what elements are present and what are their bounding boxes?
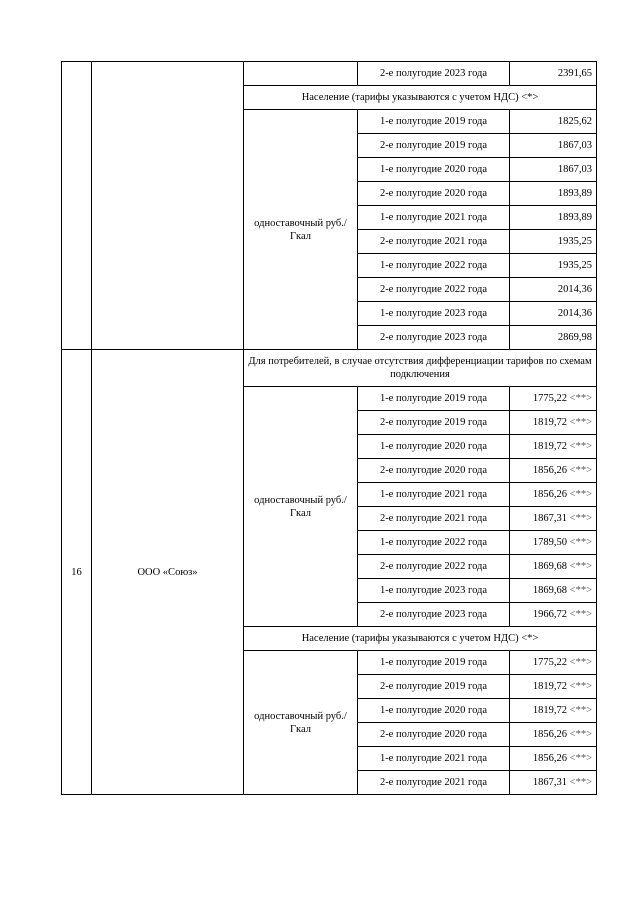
period-cell: 2-е полугодие 2022 года [358,555,510,579]
period-cell: 2-е полугодие 2019 года [358,134,510,158]
footnote-mark: <**> [569,537,592,548]
tariff-type-cell: одноставочный руб./Гкал [244,110,358,350]
table-row [62,350,597,387]
tariff-value: 1856,26 [532,729,568,740]
footnote-mark: <**> [569,417,592,428]
tariff-value-cell [510,531,597,555]
tariff-value: 1775,22 [532,393,568,404]
tariff-type-cell: одноставочный руб./Гкал [244,651,358,795]
tariff-value: 1819,72 [532,681,568,692]
population-header: Население (тарифы указываются с учетом НДС) <*> [244,86,597,110]
organization-cell: ООО «Союз» [92,350,244,795]
population-header: Население (тарифы указываются с учетом НДС) <*> [244,627,597,651]
tariff-value-cell: 1867,03 [510,158,597,182]
tariff-value-cell [510,651,597,675]
footnote-mark: <**> [569,705,592,716]
period-cell: 2-е полугодие 2020 года [358,459,510,483]
period-cell: 1-е полугодие 2022 года [358,254,510,278]
tariff-value: 1789,50 [532,537,568,548]
tariff-value-cell [510,483,597,507]
row-number-cell [62,62,92,350]
period-cell: 2-е полугодие 2022 года [358,278,510,302]
tariff-value: 1966,72 [532,609,568,620]
period-cell: 1-е полугодие 2021 года [358,747,510,771]
tariff-value: 1869,68 [532,561,568,572]
tariff-value-cell: 1893,89 [510,206,597,230]
footnote-mark: <**> [569,729,592,740]
period-cell: 1-е полугодие 2021 года [358,483,510,507]
footnote-mark: <**> [569,585,592,596]
tariff-value: 1867,31 [532,513,568,524]
tariff-value: 1856,26 [532,489,568,500]
tariff-value-cell: 1893,89 [510,182,597,206]
footnote-mark: <**> [569,465,592,476]
tariff-value-cell [510,555,597,579]
tariff-value-cell [510,507,597,531]
tariff-value-cell [510,675,597,699]
period-cell: 2-е полугодие 2020 года [358,723,510,747]
tariff-value: 1819,72 [532,705,568,716]
footnote-mark: <**> [569,561,592,572]
tariff-type-cell [244,62,358,86]
tariff-value-cell [510,699,597,723]
tariff-value-cell: 1935,25 [510,254,597,278]
period-cell: 2-е полугодие 2023 года [358,326,510,350]
period-cell: 1-е полугодие 2021 года [358,206,510,230]
period-cell: 2-е полугодие 2023 года [358,603,510,627]
organization-cell [92,62,244,350]
tariff-value-cell: 1935,25 [510,230,597,254]
tariff-value: 1819,72 [532,441,568,452]
tariff-value-cell: 2869,98 [510,326,597,350]
tariff-value-cell: 2391,65 [510,62,597,86]
period-cell: 2-е полугодие 2019 года [358,411,510,435]
tariff-value-cell: 1825,62 [510,110,597,134]
period-cell: 1-е полугодие 2019 года [358,110,510,134]
period-cell: 2-е полугодие 2023 года [358,62,510,86]
footnote-mark: <**> [569,609,592,620]
footnote-mark: <**> [569,681,592,692]
period-cell: 1-е полугодие 2019 года [358,651,510,675]
tariff-value-cell [510,579,597,603]
period-cell: 1-е полугодие 2020 года [358,699,510,723]
period-cell: 1-е полугодие 2023 года [358,302,510,326]
tariff-value: 1869,68 [532,585,568,596]
tariff-value: 1856,26 [532,753,568,764]
tariff-value: 1819,72 [532,417,568,428]
tariff-value-cell: 2014,36 [510,302,597,326]
tariff-type-cell: одноставочный руб./Гкал [244,387,358,627]
period-cell: 1-е полугодие 2020 года [358,158,510,182]
period-cell: 1-е полугодие 2019 года [358,387,510,411]
tariff-value-cell: 1867,03 [510,134,597,158]
tariff-value-cell [510,747,597,771]
tariff-value-cell [510,435,597,459]
footnote-mark: <**> [569,513,592,524]
period-cell: 2-е полугодие 2021 года [358,507,510,531]
tariff-value: 1856,26 [532,465,568,476]
period-cell: 2-е полугодие 2021 года [358,230,510,254]
period-cell: 1-е полугодие 2020 года [358,435,510,459]
tariff-value: 1775,22 [532,657,568,668]
tariff-table [61,61,597,795]
tariff-value-cell [510,387,597,411]
footnote-mark: <**> [569,753,592,764]
consumers-header: Для потребителей, в случае отсутствия дифференциации тарифов по схемам подключения [244,350,597,387]
tariff-value-cell [510,459,597,483]
row-number-cell: 16 [62,350,92,795]
period-cell: 1-е полугодие 2023 года [358,579,510,603]
tariff-value-cell [510,411,597,435]
footnote-mark: <**> [569,489,592,500]
footnote-mark: <**> [569,657,592,668]
footnote-mark: <**> [569,441,592,452]
tariff-value-cell [510,723,597,747]
tariff-value-cell [510,603,597,627]
tariff-value-cell [510,771,597,795]
period-cell: 2-е полугодие 2019 года [358,675,510,699]
tariff-value-cell: 2014,36 [510,278,597,302]
period-cell: 1-е полугодие 2022 года [358,531,510,555]
period-cell: 2-е полугодие 2021 года [358,771,510,795]
period-cell: 2-е полугодие 2020 года [358,182,510,206]
footnote-mark: <**> [569,393,592,404]
table-row [62,62,597,86]
footnote-mark: <**> [569,777,592,788]
tariff-value: 1867,31 [532,777,568,788]
